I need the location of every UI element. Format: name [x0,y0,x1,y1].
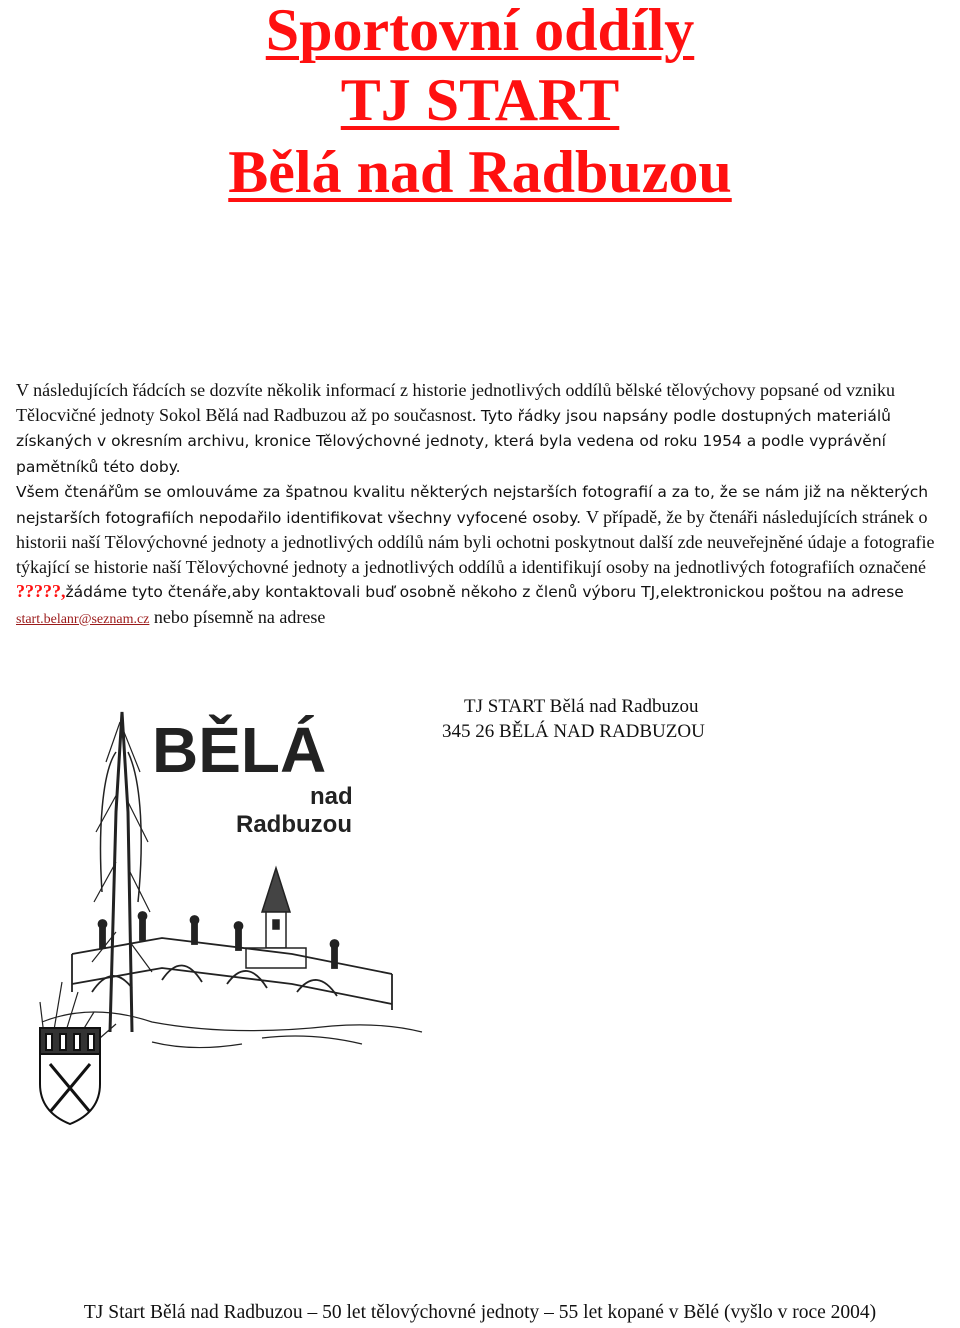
logo-word-radbuzou: Radbuzou [236,811,352,838]
town-illustration [32,692,432,1142]
logo-word-nad: nad [310,783,353,810]
question-marks: ?????, [16,581,66,601]
church-tower-icon [246,868,306,968]
email-link[interactable]: start.belanr@seznam.cz [16,611,150,627]
intro-paragraph-1: V následujících řádcích se dozvíte několik informací z historie jednotlivých oddílů bělské tělovýchovy popsané od vzniku Tělocvičné jednoty Sokol Bělá nad Radbuzou až po současnost. Tyto řádky jsou napsány podle dostupných materiálů získaných v okresním archivu, kronice Tělovýchovné jednoty, která byla vedena od roku 1954 a podle vyprávění pamětníků této doby. [16,380,895,476]
address-line-2: 345 26 BĚLÁ NAD RADBUZOU [442,721,705,742]
coat-of-arms-icon [40,1028,100,1124]
logo-word-bela: BĚLÁ [152,714,327,786]
intro-paragraph-2: Všem čtenářům se omlouváme za špatnou kvalitu některých nejstarších fotografií a za to, že se nám již na některých nejstarších fotografiích nepodařilo identifikovat všechny vyfocené osoby. V případě, že by čtenáři následujících stránek o historii naší Tělovýchovné jednoty a jednotlivých oddílů nám byli ochotni poskytnout další zde neuveřejněné údaje a fotografie týkající se historie naší Tělovýchovné jednoty a jednotlivých oddílů a identifikují osoby na jednotlivých fotografiích označené ?????,žádáme tyto čtenáře,aby kontaktovali buď osobně někoho z členů výboru TJ,elektronickou poštou na adrese start.belanr@seznam.cz nebo písemně na adrese [16,483,935,627]
footer-text: TJ Start Bělá nad Radbuzou – 50 let tělovýchovné jednoty – 55 let kopané v Bělé (vyšlo v roce 2004) [83,1302,877,1323]
tree-icon [92,712,152,1032]
intro-text [16,378,952,632]
title-line-3: Bělá nad Radbuzou [228,139,732,205]
title-line-1: Sportovní oddíly [265,0,695,63]
address-line-1: TJ START Bělá nad Radbuzou [464,696,699,717]
bridge-icon [72,912,392,1010]
title-line-2: TJ START [340,67,620,133]
postal-address [442,694,705,744]
